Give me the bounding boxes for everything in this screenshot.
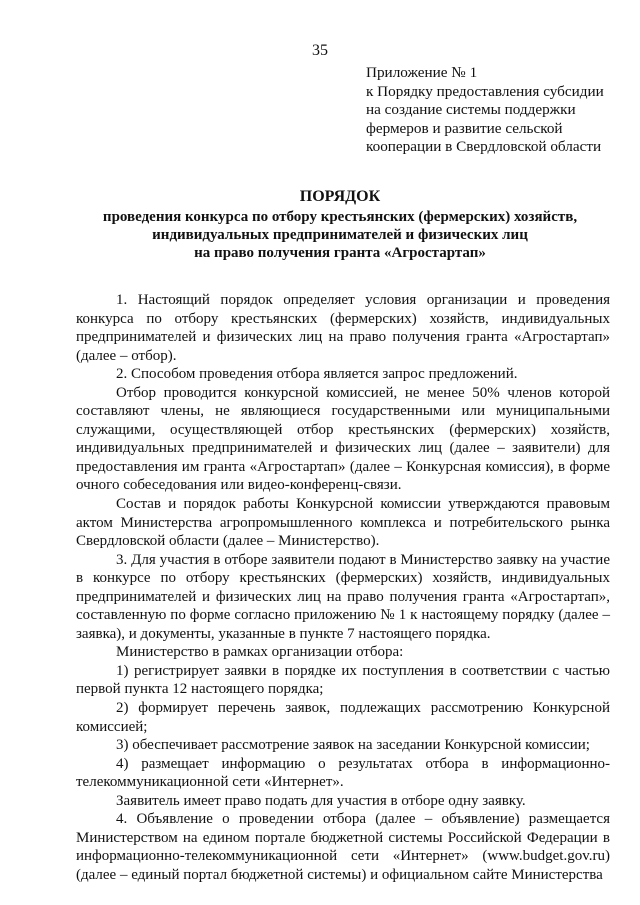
- document-body: [76, 291, 610, 885]
- paragraph: Заявитель имеет право подать для участия в отборе одну заявку.: [116, 792, 526, 809]
- appendix-line: фермеров и развитие сельской: [366, 119, 563, 137]
- appendix-line: кооперации в Свердловской области: [366, 138, 602, 155]
- title-line: на право получения гранта «Агростартап»: [194, 245, 486, 261]
- paragraph: 4) размещает информацию о результатах отбора в информационно-телекоммуникационной сети «Интернет».: [76, 755, 610, 791]
- paragraph: 2) формирует перечень заявок, подлежащих рассмотрению Конкурсной комиссией;: [76, 700, 610, 735]
- paragraph: 1. Настоящий порядок определяет условия организации и проведения конкурса по отбору крестьянских (фермерских) хозяйств, индивидуальных предпринимателей и физических лиц на право получения гранта «Агростартап» (далее – отбор).: [76, 292, 610, 364]
- paragraph: 1) регистрирует заявки в порядке их поступления в соответствии с частью первой пункта 12 настоящего порядка;: [76, 662, 610, 698]
- document-title: [70, 188, 610, 262]
- appendix-line: Приложение № 1: [366, 64, 478, 81]
- appendix-line: на создание системы поддержки: [366, 101, 576, 118]
- page-number: 35: [312, 42, 328, 59]
- appendix-note: [366, 64, 626, 157]
- appendix-line: к Порядку предоставления субсидии: [366, 82, 604, 100]
- paragraph: Министерство в рамках организации отбора:: [116, 644, 404, 661]
- title-line: индивидуальных предпринимателей и физических лиц: [152, 227, 528, 243]
- paragraph: 3. Для участия в отборе заявители подают в Министерство заявку на участие в конкурсе по отбору крестьянских (фермерских) хозяйств, индивидуальных предпринимателей и физических лиц на право получения гранта «Агростартап», составленную по форме согласно приложению № 1 к настоящему порядку (далее – заявка), и документы, указанные в пункте 7 настоящего порядка.: [76, 551, 610, 642]
- paragraph: 4. Объявление о проведении отбора (далее – объявление) размещается Министерством на едином портале бюджетной системы Российской Федерации в информационно-телекоммуникационной сети «Интернет» (www.budget.gov.ru) (далее – единый портал бюджетной системы) и официальном сайте Министерства: [76, 811, 610, 883]
- paragraph: Отбор проводится конкурсной комиссией, не менее 50% членов которой составляют члены, не являющиеся государственными или муниципальными служащими, осуществляющей отбор крестьянских (фермерских) хозяйств, индивидуальных предпринимателей и физических лиц (далее – заявители) для предоставления им гранта «Агростартап» (далее – Конкурсная комиссия), в форме очного собеседования или видео-конференц-связи.: [76, 384, 610, 494]
- title-heading: ПОРЯДОК: [299, 188, 381, 205]
- title-line: проведения конкурса по отбору крестьянских (фермерских) хозяйств,: [102, 209, 578, 225]
- paragraph: 2. Способом проведения отбора является запрос предложений.: [116, 366, 518, 383]
- paragraph: 3) обеспечивает рассмотрение заявок на заседании Конкурсной комиссии;: [116, 737, 590, 754]
- paragraph: Состав и порядок работы Конкурсной комиссии утверждаются правовым актом Министерства агропромышленного комплекса и потребительского рынка Свердловской области (далее – Министерство).: [76, 496, 610, 550]
